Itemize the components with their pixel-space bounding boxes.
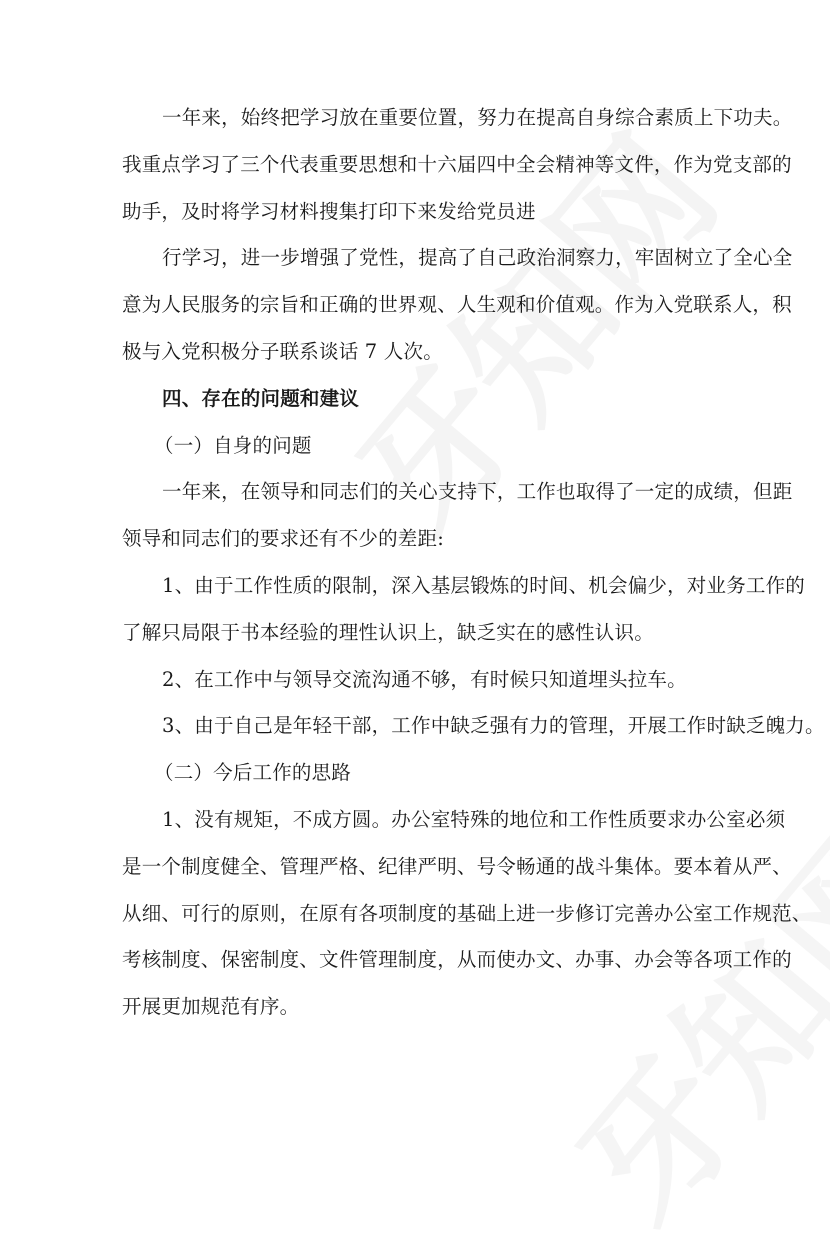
text-line: 极与入党积极分子联系谈话 7 人次。 xyxy=(122,339,443,363)
text-line: 助手，及时将学习材料搜集打印下来发给党员进 xyxy=(122,199,536,223)
text-line: 领导和同志们的要求还有不少的差距: xyxy=(122,527,444,551)
text-line: 一年来，在领导和同志们的关心支持下，工作也取得了一定的成绩，但距 xyxy=(162,480,793,504)
text-line: 意为人民服务的宗旨和正确的世界观、人生观和价值观。作为入党联系人，积 xyxy=(122,293,792,317)
text-line: 了解只局限于书本经验的理性认识上，缺乏实在的感性认识。 xyxy=(122,620,654,644)
text-line: 行学习，进一步增强了党性，提高了自己政治洞察力，牢固树立了全心全 xyxy=(162,246,793,270)
text-line: （一）自身的问题 xyxy=(154,433,312,457)
text-line: （二）今后工作的思路 xyxy=(154,761,352,785)
text-line: 从细、可行的原则，在原有各项制度的基础上进一步修订完善办公室工作规范、 xyxy=(122,901,812,925)
text-line: 一年来，始终把学习放在重要位置，努力在提高自身综合素质上下功夫。 xyxy=(162,106,793,129)
text-line: 我重点学习了三个代表重要思想和十六届四中全会精神等文件，作为党支部的 xyxy=(122,152,792,176)
text-line: 是一个制度健全、管理严格、纪律严明、号令畅通的战斗集体。要本着从严、 xyxy=(122,854,792,878)
document-body xyxy=(122,95,825,1031)
text-line: 1、由于工作性质的限制，深入基层锻炼的时间、机会偏少，对业务工作的 xyxy=(162,573,806,597)
text-line: 考核制度、保密制度、文件管理制度，从而使办文、办事、办会等各项工作的 xyxy=(122,948,792,972)
text-line: 3、由于自己是年轻干部，工作中缺乏强有力的管理，开展工作时缺乏魄力。 xyxy=(162,714,825,738)
text-line: 2、在工作中与领导交流沟通不够，有时候只知道埋头拉车。 xyxy=(162,667,687,691)
section-heading: 四、存在的问题和建议 xyxy=(162,386,360,410)
text-line: 1、没有规矩，不成方圆。办公室特殊的地位和工作性质要求办公室必须 xyxy=(162,807,786,831)
text-line: 开展更加规范有序。 xyxy=(122,995,300,1019)
